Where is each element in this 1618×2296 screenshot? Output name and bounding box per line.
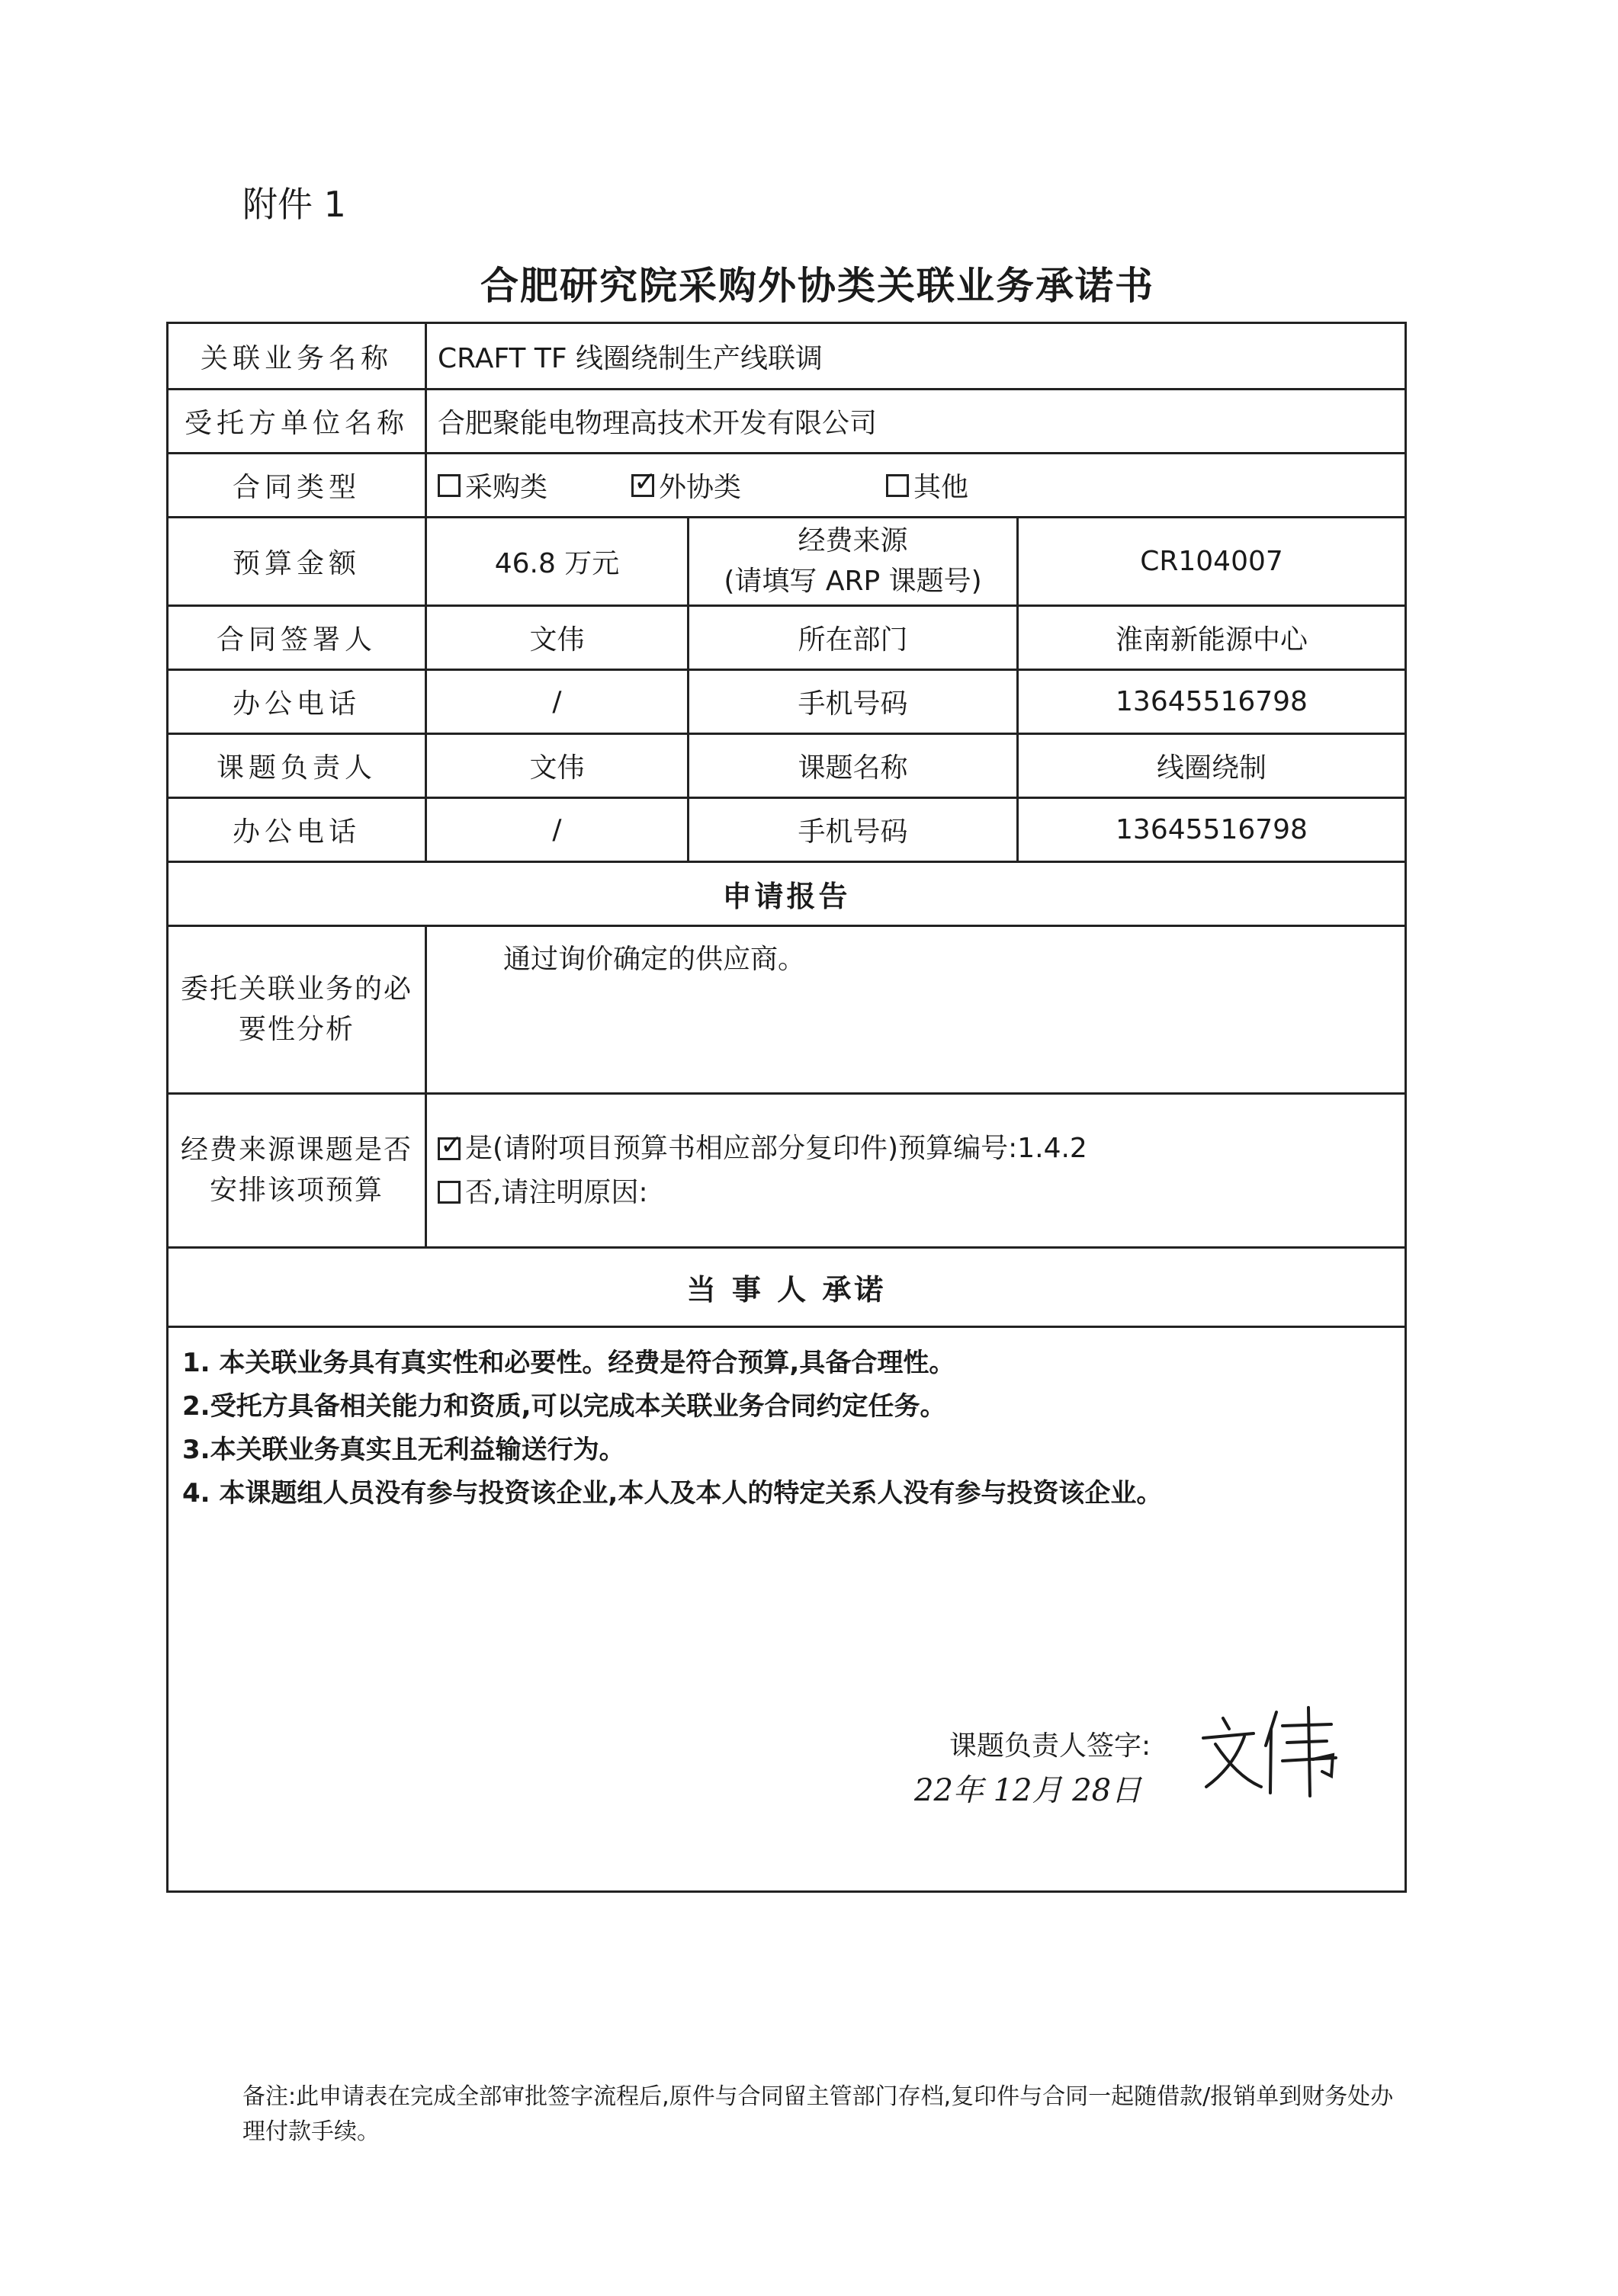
- checkbox-icon[interactable]: [438, 474, 461, 497]
- phone-row: [169, 797, 1405, 861]
- business-name-row: [169, 324, 1405, 388]
- budget-value: 46.8 万元: [425, 518, 687, 604]
- signer-label: 合同签署人: [216, 624, 377, 656]
- budget-arranged-row: [169, 1092, 1405, 1246]
- contract-type-label: 合同类型: [232, 472, 361, 503]
- project-leader-label: 课题负责人: [216, 752, 377, 784]
- contract-type-option-label: 其他: [913, 472, 969, 503]
- signature-label: 课题负责人签字:: [949, 1730, 1151, 1762]
- mobile-value: 13645516798: [1016, 671, 1405, 733]
- project-name-label: 课题名称: [687, 735, 1016, 797]
- office-phone-label: 办公电话: [232, 816, 361, 848]
- fund-source-label-line: 经费来源: [798, 525, 908, 557]
- business-name-value: CRAFT TF 线圈绕制生产线联调: [425, 324, 1405, 388]
- footnote: 备注:此申请表在完成全部审批签字流程后,原件与合同留主管部门存档,复印件与合同一起随借款/报销单到财务处办理付款手续。: [242, 2083, 1394, 2145]
- mobile-label: 手机号码: [687, 799, 1016, 861]
- signer-row: [169, 604, 1405, 669]
- contract-type-option[interactable]: [631, 466, 741, 505]
- checkbox-checked-icon[interactable]: ✓: [438, 1137, 461, 1160]
- mobile-label: 手机号码: [687, 671, 1016, 733]
- office-phone-label: 办公电话: [232, 688, 361, 720]
- pledge-item: 3.本关联业务真实且无利益输送行为。: [182, 1435, 625, 1465]
- pledge-item: 2.受托方具备相关能力和资质,可以完成本关联业务合同约定任务。: [182, 1391, 946, 1422]
- fund-source-value: CR104007: [1016, 518, 1405, 604]
- budget-arranged-label-line: 安排该项预算: [209, 1174, 384, 1206]
- necessity-row: [169, 925, 1405, 1092]
- project-leader-value: 文伟: [425, 735, 687, 797]
- project-name-value: 线圈绕制: [1016, 735, 1405, 797]
- office-phone-value: /: [425, 671, 687, 733]
- phone-row: [169, 669, 1405, 733]
- contract-type-option-label: 采购类: [465, 472, 548, 503]
- pledge-body-row: [169, 1326, 1405, 1890]
- budget-arranged-label: [169, 1095, 425, 1246]
- fund-source-hint: (请填写 ARP 课题号): [724, 565, 982, 597]
- report-section-header: 申请报告: [722, 880, 851, 913]
- budget-arranged-no-label: 否,请注明原因:: [465, 1176, 648, 1208]
- necessity-label-line: 委托关联业务的必: [180, 973, 413, 1005]
- mobile-value: 13645516798: [1016, 799, 1405, 861]
- department-label: 所在部门: [687, 607, 1016, 669]
- checkbox-icon[interactable]: [886, 474, 909, 497]
- attachment-label: 附件 1: [242, 184, 346, 225]
- entrusted-unit-value: 合肥聚能电物理高技术开发有限公司: [425, 390, 1405, 452]
- signature-date: 22年 12月 28日: [914, 1773, 1142, 1808]
- contract-type-option-label: 外协类: [659, 472, 742, 503]
- budget-arranged-label-line: 经费来源课题是否: [180, 1134, 413, 1166]
- budget-label: 预算金额: [232, 548, 361, 579]
- budget-arranged-options: [425, 1095, 1405, 1246]
- department-value: 淮南新能源中心: [1016, 607, 1405, 669]
- commitment-form: [166, 322, 1407, 1893]
- pledge-item: 4. 本课题组人员没有参与投资该企业,本人及本人的特定关系人没有参与投资该企业。: [182, 1478, 1163, 1509]
- pledge-list: [169, 1328, 1405, 1890]
- necessity-label: [169, 927, 425, 1092]
- budget-arranged-yes[interactable]: [438, 1127, 1087, 1171]
- pledge-section-row: [169, 1246, 1405, 1326]
- fund-source-label: [687, 518, 1016, 604]
- pledge-item: 1. 本关联业务具有真实性和必要性。经费是符合预算,具备合理性。: [182, 1348, 955, 1378]
- report-section-row: [169, 861, 1405, 925]
- contract-type-row: [169, 452, 1405, 516]
- handwritten-signature: [1197, 1701, 1342, 1801]
- contract-type-option[interactable]: [438, 466, 547, 505]
- checkbox-icon[interactable]: [438, 1181, 461, 1204]
- contract-type-options: [425, 454, 1405, 516]
- pledge-section-header: 当 事 人 承诺: [686, 1273, 887, 1307]
- handwritten-date: [911, 1761, 1170, 1814]
- budget-arranged-no[interactable]: [438, 1171, 1087, 1215]
- checkbox-checked-icon[interactable]: ✓: [631, 474, 654, 497]
- necessity-value: 通过询价确定的供应商。: [425, 927, 1405, 1092]
- office-phone-value: /: [425, 799, 687, 861]
- business-name-label: 关联业务名称: [200, 342, 393, 374]
- budget-row: [169, 516, 1405, 604]
- document-title: 合肥研究院采购外协类关联业务承诺书: [480, 264, 1154, 308]
- entrusted-unit-row: [169, 388, 1405, 452]
- budget-arranged-yes-label: 是(请附项目预算书相应部分复印件)预算编号:1.4.2: [465, 1132, 1087, 1164]
- necessity-label-line: 要性分析: [238, 1013, 355, 1045]
- entrusted-unit-label: 受托方单位名称: [184, 408, 409, 439]
- project-leader-row: [169, 733, 1405, 797]
- contract-type-option[interactable]: [886, 466, 968, 505]
- signer-value: 文伟: [425, 607, 687, 669]
